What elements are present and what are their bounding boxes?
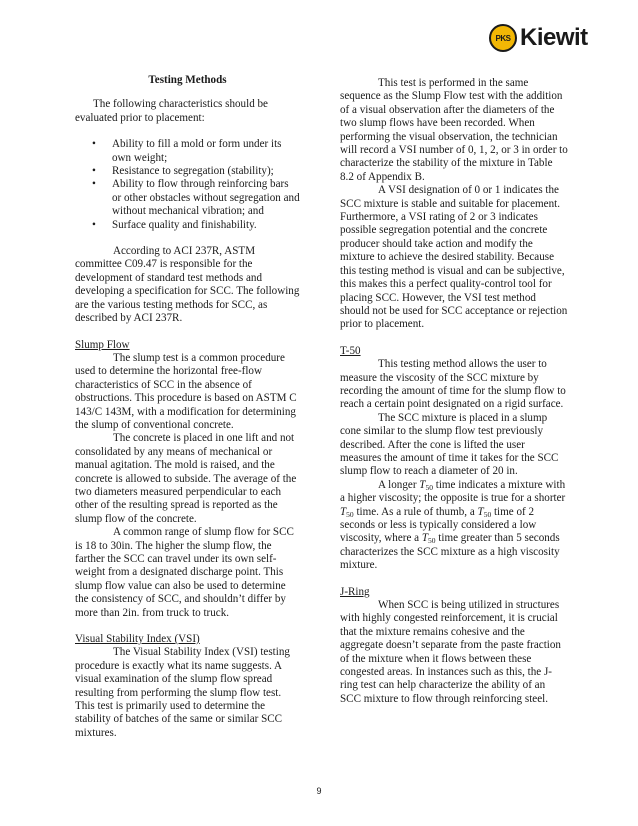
characteristics-list <box>75 138 300 232</box>
j-ring-heading: J-Ring <box>340 585 370 598</box>
vsi-paragraph-3: A VSI designation of 0 or 1 indicates the SCC mixture is stable and suitable for placement. Furthermore, a VSI rating of 2 or 3 indicates possible segregation potential and the concrete producer should take action and modify the mixture to achieve the desired stability. Because this testing method is visual and can be subjective, this makes this a perfect quality-control tool for placing SCC. However, the VSI test method should not be used for SCC acceptance or rejection prior to placement. <box>340 184 568 331</box>
list-item: • Ability to flow through reinforcing bars or other obstacles without segregation and without mechanical vibration; and <box>92 178 300 218</box>
slump-paragraph-2: The concrete is placed in one lift and not consolidated by any means of mechanical or manual agitation. The mold is raised, and the concrete is allowed to subside. The average of the two diameters measured perpendicular to each other of the resulting spread is reported as the slump flow of the concrete. <box>75 432 297 525</box>
j-ring-paragraph-1: When SCC is being utilized in structures with highly congested reinforcement, it is crucial that the mixture remains cohesive and the aggregate doesn’t separate from the paste fraction of the mixture when it flows between these congested areas. In instances such as this, the J-ring test can help characterize the ability of an SCC mixture to flow through reinforcing steel. <box>340 599 561 705</box>
bullet-icon: • <box>92 138 96 151</box>
slump-paragraph-1: The slump test is a common procedure used to determine the horizontal free-flow characteristics of SCC in the absence of obstructions. This procedure is based on ASTM C 143/C 143M, with a modification for determining the slump of conventional concrete. <box>75 351 297 431</box>
aci-paragraph: According to ACI 237R, ASTM committee C09.47 is responsible for the development of standard test methods and developing a specification for SCC. The following are the various testing methods for SCC, as described by ACI 237R. <box>75 245 300 325</box>
t50-heading: T-50 <box>340 344 361 357</box>
slump-paragraph-3: A common range of slump flow for SCC is 18 to 30in. The higher the slump flow, the farther the SCC can travel under its own self-weight from a designated discharge point. This slump flow value can also be used to determine the consistency of SCC, and shouldn’t differ by more than 2in. from truck to truck. <box>75 526 294 619</box>
vsi-paragraph-2: This test is performed in the same sequence as the Slump Flow test with the addition of a visual observation after the diameters of the two slump flows have been recorded. When performing the visual observation, the technician will record a VSI number of 0, 1, 2, or 3 in order to characterize the stability of the mixture in Table 8.2 of Appendix B. <box>340 77 568 183</box>
section-title: Testing Methods <box>148 74 227 86</box>
bullet-icon: • <box>92 165 96 178</box>
page-number: 9 <box>316 786 322 796</box>
list-item: • Surface quality and finishability. <box>92 218 257 231</box>
intro-paragraph: The following characteristics should be evaluated prior to placement: <box>75 98 268 124</box>
list-item: • Resistance to segregation (stability); <box>92 165 274 178</box>
slump-flow-heading: Slump Flow <box>75 338 130 351</box>
bullet-icon: • <box>92 218 96 231</box>
vsi-heading: Visual Stability Index (VSI) <box>75 633 200 646</box>
vsi-paragraph-1: The Visual Stability Index (VSI) testing procedure is exactly what its name suggests. A visual examination of the slump flow spread resulting from performing the slump flow test. This test is primarily used to determine the stability of batches of the same or similar SCC mixtures. <box>75 646 290 739</box>
list-item: • Ability to fill a mold or form under its own weight; <box>92 138 282 164</box>
t50-paragraph-1: This testing method allows the user to measure the viscosity of the SCC mixture by recording the amount of time for the slump flow to reach a certain point designated on a rigid surface. <box>340 358 566 411</box>
kiewit-logo <box>489 22 588 54</box>
t50-paragraph-2: The SCC mixture is placed in a slump cone similar to the slump flow test previously described. After the cone is lifted the user measures the amount of time it takes for the SCC slump flow to reach a diameter of 20 in. <box>340 411 559 478</box>
logo-text: Kiewit <box>520 24 588 51</box>
right-column <box>340 77 568 706</box>
logo-mark-icon: PKS <box>489 24 517 52</box>
t50-paragraph-3: A longer $T_{50}$ time indicates a mixture with a higher viscosity; the opposite is true for a shorter $T_{50}$ time. As a rule of thumb, a $T_{50}$ time of 2 seconds or less is typically considered a low viscosity, where a $T_{50}$ time greater than 5 seconds characterizes the SCC mixture as a high viscosity mixture. <box>340 478 566 572</box>
left-column <box>75 74 300 740</box>
bullet-icon: • <box>92 178 96 191</box>
